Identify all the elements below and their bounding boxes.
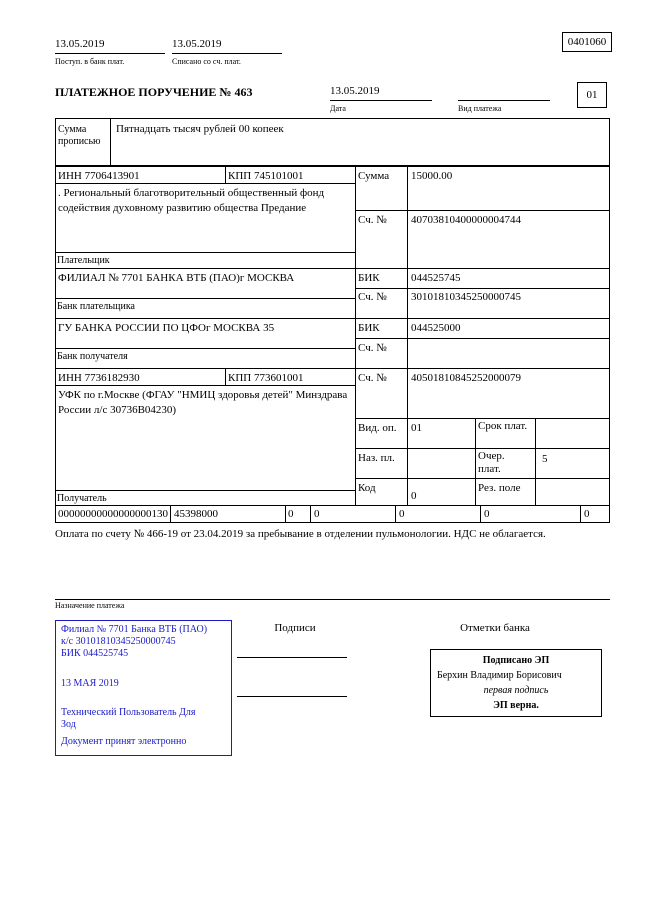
payer-bank-section-label: Банк плательщика [57, 301, 135, 312]
signature-line [237, 696, 347, 697]
divider [407, 166, 408, 505]
divider [225, 166, 226, 183]
purpose-label: Назначение платежа [55, 601, 125, 610]
document-date-field: 13.05.2019 [330, 84, 432, 101]
codes-cell: 0 [288, 508, 294, 520]
payee-bank-bik: 044525000 [411, 322, 461, 334]
divider [355, 288, 610, 289]
divider [55, 318, 610, 319]
divider [395, 505, 396, 523]
payer-section-label: Плательщик [57, 255, 110, 266]
divider [355, 418, 610, 419]
op-kind-value: 01 [411, 422, 422, 434]
bank-stamp-line: Документ принят электронно [61, 736, 187, 747]
signatures-label: Подписи [274, 622, 316, 634]
payee-bank-account-label: Сч. № [358, 342, 387, 354]
purpose-text: Оплата по счету № 466-19 от 23.04.2019 за пребывание в отделении пульмонологии. НДС не облагается. [55, 528, 546, 540]
divider [55, 368, 610, 369]
payer-account-label: Сч. № [358, 214, 387, 226]
bank-stamp-line: Зод [61, 719, 76, 730]
divider [285, 505, 286, 523]
payee-account-label: Сч. № [358, 372, 387, 384]
bank-stamp-line: Филиал № 7701 Банка ВТБ (ПАО) [61, 624, 208, 635]
signature-stamp [430, 649, 602, 717]
payee-bank-name: ГУ БАНКА РОССИИ ПО ЦФОг МОСКВА 35 [58, 322, 275, 334]
payer-name: . Региональный благотворительный общественный фонд содействия духовному развитию общества Предание [58, 187, 325, 214]
payee-bank-section-label: Банк получателя [57, 351, 128, 362]
signature-stamp-verdict: ЭП верна. [493, 700, 539, 711]
divider [55, 268, 610, 269]
payer-bank-bik-label: БИК [358, 272, 380, 284]
divider [355, 210, 610, 211]
codes-cell: 0 [399, 508, 405, 520]
bank-stamp-line: к/с 30101810345250000745 [61, 636, 176, 647]
date-received-label: Поступ. в банк плат. [55, 57, 125, 66]
payer-account: 40703810400000004744 [411, 214, 521, 226]
divider [355, 478, 610, 479]
amount-in-words-value: Пятнадцать тысяч рублей 00 копеек [116, 123, 284, 135]
codes-cell: 0 [314, 508, 320, 520]
code-value: 0 [411, 490, 417, 502]
purpose-code-label: Наз. пл. [358, 452, 395, 464]
divider [310, 505, 311, 523]
payer-bank-name: ФИЛИАЛ № 7701 БАНКА ВТБ (ПАО)г МОСКВА [58, 272, 295, 284]
bank-stamp-line: БИК 044525745 [61, 648, 129, 659]
payee-bank-bik-label: БИК [358, 322, 380, 334]
document-date-label: Дата [330, 104, 346, 113]
divider [355, 338, 610, 339]
payment-kind-label: Вид платежа [458, 104, 502, 113]
payee-inn: ИНН 7736182930 [58, 372, 140, 384]
divider [55, 490, 355, 491]
priority-value: 5 [542, 453, 548, 465]
divider [225, 368, 226, 385]
divider [55, 252, 355, 253]
bank-stamp-line: Технический Пользователь Для [61, 707, 196, 718]
payer-bank-account: 30101810345250000745 [411, 291, 521, 303]
divider [170, 505, 171, 523]
amount-in-words-label-2: прописью [58, 136, 101, 147]
document-title: ПЛАТЕЖНОЕ ПОРУЧЕНИЕ № 463 [55, 85, 253, 99]
payee-name: УФК по г.Москве (ФГАУ "НМИЦ здоровья детей" Минздрава России л/с 30736B04230) [58, 389, 348, 416]
payer-bank-account-label: Сч. № [358, 291, 387, 303]
code-label: Код [358, 482, 376, 494]
amount-value: 15000.00 [411, 170, 453, 182]
signature-stamp-role: первая подпись [483, 685, 549, 696]
amount-label: Сумма [358, 170, 390, 182]
signature-stamp-title: Подписано ЭП [482, 655, 550, 666]
bank-stamp-date: 13 МАЯ 2019 [61, 678, 119, 689]
date-written-off-label: Списано со сч. плат. [172, 57, 241, 66]
codes-cell: 0 [484, 508, 490, 520]
divider [55, 599, 610, 600]
divider [535, 418, 536, 505]
priority-label: Очер. плат. [478, 450, 505, 475]
divider [355, 166, 356, 505]
divider [55, 348, 355, 349]
codes-cell: 00000000000000000130 [58, 508, 168, 520]
status-code-box: 01 [577, 82, 607, 108]
pay-term-label: Срок плат. [478, 420, 528, 432]
bank-marks-label: Отметки банка [460, 622, 530, 634]
payer-bank-bik: 044525745 [411, 272, 461, 284]
date-received-field: 13.05.2019 [55, 37, 165, 54]
payee-kpp: КПП 773601001 [228, 372, 304, 384]
payer-kpp: КПП 745101001 [228, 170, 304, 182]
date-written-off-field: 13.05.2019 [172, 37, 282, 54]
payment-kind-field [458, 84, 550, 101]
codes-cell: 0 [584, 508, 590, 520]
amount-in-words-label-1: Сумма [58, 124, 87, 135]
form-code-box: 0401060 [562, 32, 612, 52]
divider [480, 505, 481, 523]
divider [110, 118, 111, 166]
divider [580, 505, 581, 523]
signature-line [237, 657, 347, 658]
divider [355, 448, 610, 449]
divider [55, 298, 355, 299]
bank-stamp [55, 620, 232, 756]
reserve-field-label: Рез. поле [478, 482, 521, 494]
payee-account: 40501810845252000079 [411, 372, 521, 384]
codes-cell: 45398000 [174, 508, 218, 520]
op-kind-label: Вид. оп. [358, 422, 397, 434]
signature-stamp-signer: Берхин Владимир Борисович [437, 670, 562, 681]
divider [475, 418, 476, 505]
payee-section-label: Получатель [57, 493, 107, 504]
payer-inn: ИНН 7706413901 [58, 170, 140, 182]
